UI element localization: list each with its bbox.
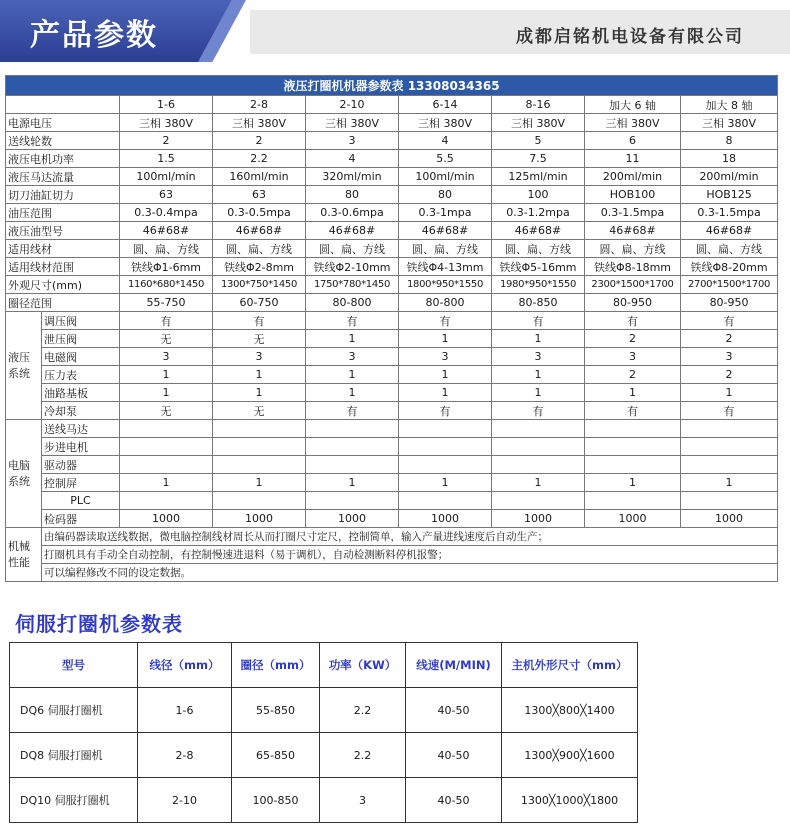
row-label: 压力表	[42, 366, 120, 384]
table-cell: 2.2	[213, 150, 306, 168]
hydraulic-machine-spec-table	[5, 75, 778, 582]
servo-column-header: 线径（mm）	[138, 643, 232, 688]
table-cell: 2700*1500*1700	[681, 276, 778, 294]
table-cell: 有	[585, 402, 681, 420]
table-cell: 铁线Φ8-18mm	[585, 258, 681, 276]
mechanical-note-row	[6, 564, 778, 582]
table-cell: 三相 380V	[399, 114, 492, 132]
table-row	[6, 294, 778, 312]
table-cell: 无	[120, 402, 213, 420]
table-cell: 1000	[585, 510, 681, 528]
header-banner	[0, 0, 790, 62]
table-cell	[681, 456, 778, 474]
servo-table-cell: 40-50	[406, 778, 502, 823]
servo-table-row	[10, 733, 638, 778]
table-cell: 2300*1500*1700	[585, 276, 681, 294]
table-cell: 有	[306, 402, 399, 420]
table-cell: 80-850	[492, 294, 585, 312]
servo-table-cell: DQ6 伺服打圈机	[10, 688, 138, 733]
table-row	[6, 438, 778, 456]
row-label: 电磁阀	[42, 348, 120, 366]
table-row	[6, 186, 778, 204]
table-row	[6, 384, 778, 402]
table-row	[6, 240, 778, 258]
row-label: 控制屏	[42, 474, 120, 492]
table-cell: 46#68#	[492, 222, 585, 240]
table-cell: 8	[681, 132, 778, 150]
table-cell: 无	[120, 330, 213, 348]
table-cell: 1000	[492, 510, 585, 528]
table-cell: 80-800	[306, 294, 399, 312]
table-cell: 2	[120, 132, 213, 150]
table-cell: 圆、扁、方线	[306, 240, 399, 258]
row-label: 冷却泵	[42, 402, 120, 420]
table-cell: 3	[681, 348, 778, 366]
table-cell	[681, 420, 778, 438]
table-cell: 有	[120, 312, 213, 330]
table-cell: 1	[585, 384, 681, 402]
table-cell	[399, 420, 492, 438]
mechanical-note: 由编码器读取送线数据，微电脑控制线材周长从而打圈尺寸定尺，控制简单，输入产量进线速度后自动生产；	[42, 528, 778, 546]
table-cell	[585, 438, 681, 456]
table-cell: 1	[492, 330, 585, 348]
servo-table-cell: 3	[320, 778, 406, 823]
table-cell: 1	[213, 474, 306, 492]
table-cell	[213, 438, 306, 456]
corner-cell	[6, 96, 120, 114]
servo-table-cell: 65-850	[232, 733, 320, 778]
table-cell: 4	[306, 150, 399, 168]
table-cell: 63	[213, 186, 306, 204]
table-caption-row	[6, 76, 778, 96]
table-cell: 1	[399, 330, 492, 348]
computer-group-label: 电脑 系统	[6, 420, 42, 528]
servo-table-cell: DQ10 伺服打圈机	[10, 778, 138, 823]
table-row	[6, 312, 778, 330]
table-cell: 2	[681, 330, 778, 348]
table-cell	[492, 456, 585, 474]
table-cell: 铁线Φ2-10mm	[306, 258, 399, 276]
table-cell: 46#68#	[120, 222, 213, 240]
row-label: 泄压阀	[42, 330, 120, 348]
table-cell: 1	[213, 384, 306, 402]
table-cell: 无	[213, 330, 306, 348]
table-caption: 液压打圈机机器参数表 13308034365	[6, 76, 778, 96]
table-cell: 1000	[120, 510, 213, 528]
table-cell: 2	[585, 330, 681, 348]
table-row	[6, 456, 778, 474]
table-cell: 有	[399, 402, 492, 420]
table-row	[6, 330, 778, 348]
servo-table-cell: 40-50	[406, 688, 502, 733]
table-cell: 80-800	[399, 294, 492, 312]
table-cell: 80	[306, 186, 399, 204]
servo-header-row	[10, 643, 638, 688]
table-row	[6, 366, 778, 384]
table-cell: 0.3-1.2mpa	[492, 204, 585, 222]
servo-column-header: 型号	[10, 643, 138, 688]
table-cell: 1800*950*1550	[399, 276, 492, 294]
table-cell: 55-750	[120, 294, 213, 312]
table-cell: 80	[399, 186, 492, 204]
model-header-row	[6, 96, 778, 114]
table-cell: 1160*680*1450	[120, 276, 213, 294]
mechanical-note: 打圈机具有手动全自动控制，有控制慢速进退料（易于调机），自动检测断料停机报警；	[42, 546, 778, 564]
table-cell: 100	[492, 186, 585, 204]
table-cell: 7.5	[492, 150, 585, 168]
table-row	[6, 168, 778, 186]
table-cell	[585, 456, 681, 474]
table-cell	[306, 438, 399, 456]
mechanical-group-label: 机械 性能	[6, 528, 42, 582]
table-cell: 2	[681, 366, 778, 384]
table-cell: 1000	[399, 510, 492, 528]
table-cell: 铁线Φ8-20mm	[681, 258, 778, 276]
row-label: 液压马达流量	[6, 168, 120, 186]
table-row	[6, 402, 778, 420]
table-cell: 5	[492, 132, 585, 150]
table-cell: 三相 380V	[213, 114, 306, 132]
servo-table-cell: 2.2	[320, 733, 406, 778]
servo-table-cell: 1300╳1000╳1800	[502, 778, 638, 823]
table-row	[6, 474, 778, 492]
hydraulic-group-label: 液压 系统	[6, 312, 42, 420]
table-cell	[492, 420, 585, 438]
servo-column-header: 圈径（mm）	[232, 643, 320, 688]
table-cell: 1	[681, 474, 778, 492]
row-label: 液压油型号	[6, 222, 120, 240]
table-cell: 160ml/min	[213, 168, 306, 186]
table-cell: 1000	[681, 510, 778, 528]
table-cell: 1980*950*1550	[492, 276, 585, 294]
table-cell: 3	[306, 132, 399, 150]
table-cell: 1	[120, 474, 213, 492]
table-row	[6, 348, 778, 366]
mechanical-note-row	[6, 546, 778, 564]
row-label: 送线马达	[42, 420, 120, 438]
row-label: 切刀油缸切力	[6, 186, 120, 204]
row-label: 油路基板	[42, 384, 120, 402]
table-cell: 无	[213, 402, 306, 420]
table-cell: 320ml/min	[306, 168, 399, 186]
table-row	[6, 114, 778, 132]
row-label: 电源电压	[6, 114, 120, 132]
model-header: 2-10	[306, 96, 399, 114]
mechanical-note-row	[6, 528, 778, 546]
row-label: 液压电机功率	[6, 150, 120, 168]
table-cell: 0.3-0.5mpa	[213, 204, 306, 222]
servo-machine-spec-table	[9, 642, 638, 823]
table-cell: 1	[120, 366, 213, 384]
table-cell: 3	[306, 348, 399, 366]
table-cell	[306, 492, 399, 510]
table-cell: 1.5	[120, 150, 213, 168]
row-label: 步进电机	[42, 438, 120, 456]
servo-table-cell: 2-8	[138, 733, 232, 778]
table-cell: 4	[399, 132, 492, 150]
servo-table-cell: 1-6	[138, 688, 232, 733]
table-row	[6, 132, 778, 150]
table-row	[6, 222, 778, 240]
servo-table-cell: 1300╳900╳1600	[502, 733, 638, 778]
table-cell: 2	[213, 132, 306, 150]
row-label: 圈径范围	[6, 294, 120, 312]
table-cell	[681, 492, 778, 510]
table-cell: 200ml/min	[585, 168, 681, 186]
table-cell: 1	[492, 366, 585, 384]
table-row	[6, 204, 778, 222]
table-cell	[120, 492, 213, 510]
table-cell: 3	[399, 348, 492, 366]
table-cell	[120, 438, 213, 456]
table-cell: 圆、扁、方线	[213, 240, 306, 258]
row-label: PLC	[42, 492, 120, 510]
table-cell: 1750*780*1450	[306, 276, 399, 294]
table-cell: 1	[306, 384, 399, 402]
table-cell	[399, 492, 492, 510]
table-cell: 铁线Φ1-6mm	[120, 258, 213, 276]
table-cell: 1000	[213, 510, 306, 528]
table-cell: 60-750	[213, 294, 306, 312]
table-cell: 3	[492, 348, 585, 366]
model-header: 加大 6 轴	[585, 96, 681, 114]
table-cell	[213, 420, 306, 438]
model-header: 1-6	[120, 96, 213, 114]
table-cell: 有	[399, 312, 492, 330]
table-cell	[399, 456, 492, 474]
table-cell: HOB125	[681, 186, 778, 204]
table-cell: 46#68#	[681, 222, 778, 240]
servo-column-header: 功率（KW）	[320, 643, 406, 688]
table-cell: 有	[492, 312, 585, 330]
table-cell: HOB100	[585, 186, 681, 204]
table-row	[6, 420, 778, 438]
table-cell: 铁线Φ2-8mm	[213, 258, 306, 276]
table-row	[6, 276, 778, 294]
row-label: 外观尺寸(mm)	[6, 276, 120, 294]
table-cell: 46#68#	[306, 222, 399, 240]
table-cell: 有	[306, 312, 399, 330]
table-cell: 1	[492, 384, 585, 402]
table-cell: 3	[585, 348, 681, 366]
row-label: 油压范围	[6, 204, 120, 222]
table-cell: 1	[681, 384, 778, 402]
table-row	[6, 150, 778, 168]
table-cell: 0.3-0.6mpa	[306, 204, 399, 222]
servo-table-cell: 1300╳800╳1400	[502, 688, 638, 733]
table-cell: 6	[585, 132, 681, 150]
table-cell: 圆、扁、方线	[585, 240, 681, 258]
table-cell	[213, 456, 306, 474]
servo-table-cell: 2-10	[138, 778, 232, 823]
row-label: 调压阀	[42, 312, 120, 330]
table-cell: 0.3-1.5mpa	[681, 204, 778, 222]
table-cell: 63	[120, 186, 213, 204]
table-cell: 圆、扁、方线	[120, 240, 213, 258]
table-cell: 1	[399, 384, 492, 402]
table-cell	[585, 492, 681, 510]
company-name: 成都启铭机电设备有限公司	[516, 27, 744, 47]
table-cell	[492, 492, 585, 510]
table-cell: 1000	[306, 510, 399, 528]
table-row	[6, 258, 778, 276]
row-label: 送线轮数	[6, 132, 120, 150]
row-label: 驱动器	[42, 456, 120, 474]
table-cell: 铁线Φ5-16mm	[492, 258, 585, 276]
table-cell: 1	[585, 474, 681, 492]
servo-table-cell: 40-50	[406, 733, 502, 778]
row-label: 适用线材范围	[6, 258, 120, 276]
table-cell	[120, 420, 213, 438]
table-cell: 三相 380V	[306, 114, 399, 132]
table-cell: 1	[306, 366, 399, 384]
table-cell: 0.3-1.5mpa	[585, 204, 681, 222]
table-cell: 1	[306, 330, 399, 348]
servo-table-title: 伺服打圈机参数表	[15, 612, 183, 636]
table-cell: 1	[399, 366, 492, 384]
servo-column-header: 线速(M/MIN)	[406, 643, 502, 688]
table-cell: 1	[213, 366, 306, 384]
table-cell: 100ml/min	[399, 168, 492, 186]
servo-table-cell: 2.2	[320, 688, 406, 733]
table-cell: 1	[120, 384, 213, 402]
table-cell: 200ml/min	[681, 168, 778, 186]
table-cell: 三相 380V	[585, 114, 681, 132]
model-header: 6-14	[399, 96, 492, 114]
table-cell	[492, 438, 585, 456]
table-cell: 铁线Φ4-13mm	[399, 258, 492, 276]
table-cell: 有	[492, 402, 585, 420]
model-header: 2-8	[213, 96, 306, 114]
mechanical-note: 可以编程修改不同的设定数据。	[42, 564, 778, 582]
servo-table-cell: DQ8 伺服打圈机	[10, 733, 138, 778]
page-title: 产品参数	[30, 18, 158, 53]
table-cell	[306, 456, 399, 474]
table-row	[6, 492, 778, 510]
table-cell: 5.5	[399, 150, 492, 168]
servo-table-cell: 100-850	[232, 778, 320, 823]
table-cell: 100ml/min	[120, 168, 213, 186]
table-cell: 80-950	[681, 294, 778, 312]
table-cell	[306, 420, 399, 438]
table-cell: 1	[399, 474, 492, 492]
row-label: 检码器	[42, 510, 120, 528]
table-cell: 46#68#	[585, 222, 681, 240]
table-cell: 18	[681, 150, 778, 168]
table-cell: 有	[681, 312, 778, 330]
table-cell: 三相 380V	[681, 114, 778, 132]
table-cell: 圆、扁、方线	[492, 240, 585, 258]
table-row	[6, 510, 778, 528]
table-cell: 1	[492, 474, 585, 492]
table-cell: 125ml/min	[492, 168, 585, 186]
table-cell: 80-950	[585, 294, 681, 312]
table-cell: 三相 380V	[492, 114, 585, 132]
table-cell: 圆、扁、方线	[399, 240, 492, 258]
model-header: 8-16	[492, 96, 585, 114]
table-cell: 1	[306, 474, 399, 492]
servo-table-row	[10, 778, 638, 823]
table-cell	[213, 492, 306, 510]
servo-column-header: 主机外形尺寸（mm）	[502, 643, 638, 688]
servo-table-row	[10, 688, 638, 733]
table-cell	[681, 438, 778, 456]
table-cell	[120, 456, 213, 474]
table-cell	[585, 420, 681, 438]
table-cell: 0.3-0.4mpa	[120, 204, 213, 222]
table-cell: 0.3-1mpa	[399, 204, 492, 222]
table-cell: 有	[585, 312, 681, 330]
table-cell: 圆、扁、方线	[681, 240, 778, 258]
table-cell: 有	[681, 402, 778, 420]
table-cell: 有	[213, 312, 306, 330]
model-header: 加大 8 轴	[681, 96, 778, 114]
table-cell: 2	[585, 366, 681, 384]
table-cell: 3	[120, 348, 213, 366]
table-cell	[399, 438, 492, 456]
table-cell: 三相 380V	[120, 114, 213, 132]
table-cell: 1300*750*1450	[213, 276, 306, 294]
table-cell: 11	[585, 150, 681, 168]
table-cell: 46#68#	[399, 222, 492, 240]
table-cell: 3	[213, 348, 306, 366]
servo-table-cell: 55-850	[232, 688, 320, 733]
row-label: 适用线材	[6, 240, 120, 258]
table-cell: 46#68#	[213, 222, 306, 240]
